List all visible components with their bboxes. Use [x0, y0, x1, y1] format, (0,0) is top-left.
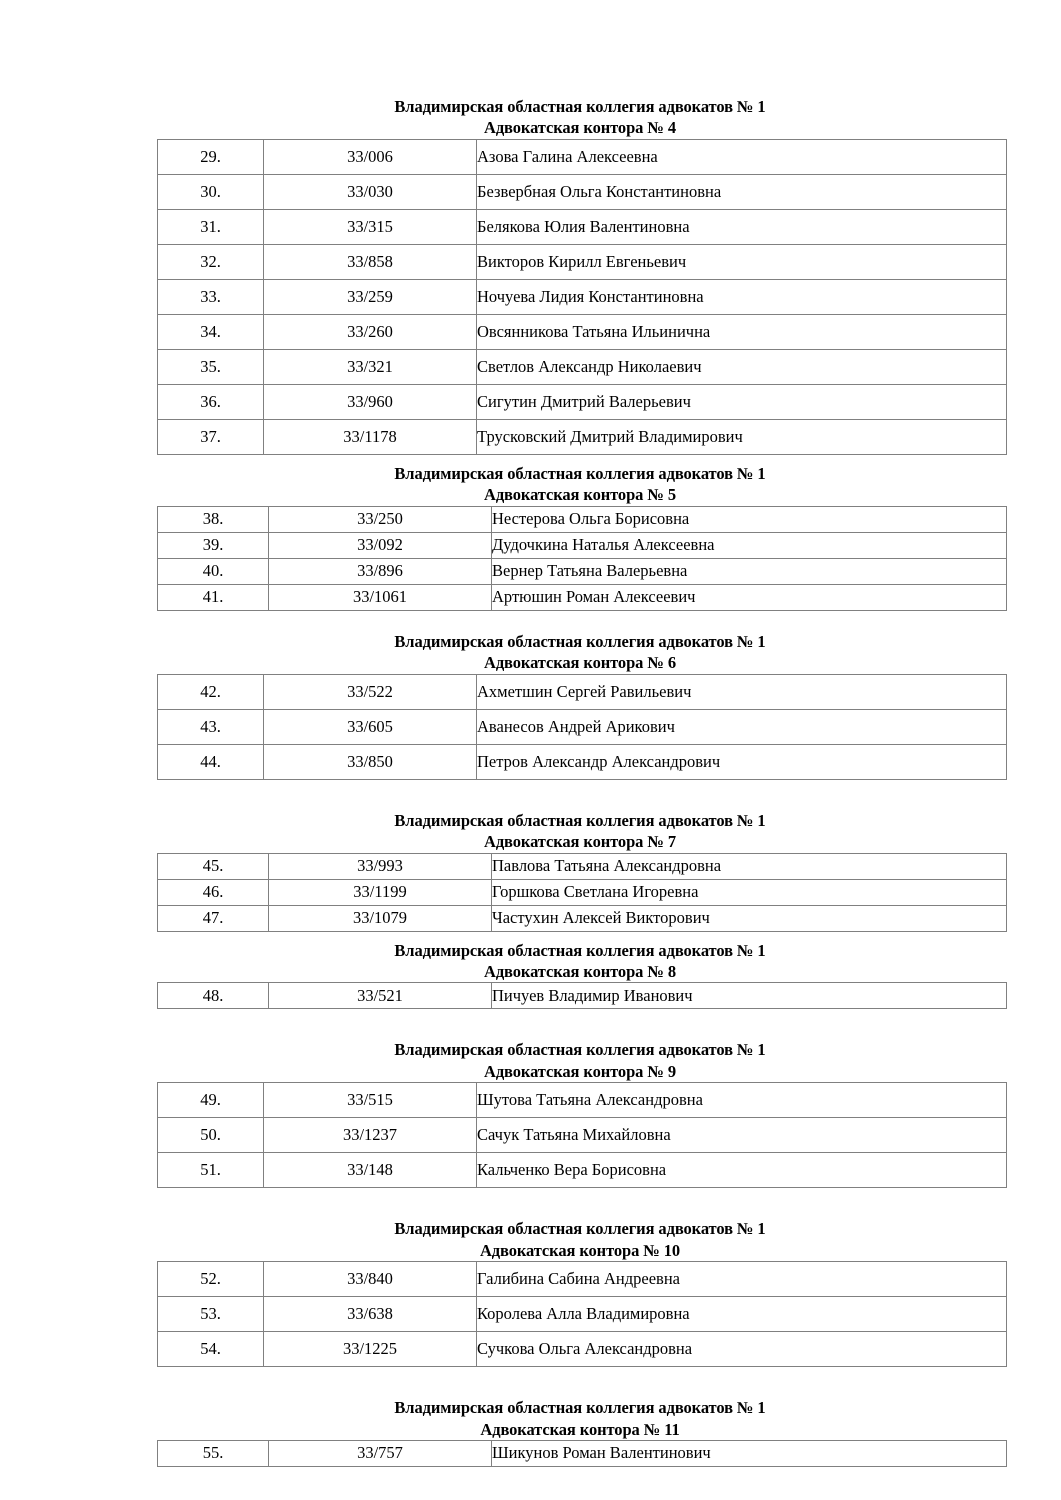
- section-heading: [157, 96, 1003, 139]
- collegium-title: Владимирская областная коллегия адвокатов № 1: [394, 940, 766, 960]
- office-title: Адвокатская контора № 11: [480, 1419, 680, 1439]
- advocates-table: [157, 139, 1007, 455]
- office-title: Адвокатская контора № 10: [479, 1240, 681, 1260]
- advocate-name: Ночуева Лидия Константиновна: [477, 279, 1007, 314]
- registry-number: 33/960: [264, 384, 477, 419]
- advocate-name: Кальченко Вера Борисовна: [477, 1153, 1007, 1188]
- section-heading: [157, 463, 1003, 506]
- row-number: 34.: [158, 314, 264, 349]
- section-heading: [157, 1039, 1003, 1082]
- row-number: 41.: [158, 584, 269, 610]
- table-row: [158, 1118, 1007, 1153]
- advocates-table: [157, 1440, 1007, 1467]
- row-number: 54.: [158, 1332, 264, 1367]
- registry-number: 33/006: [264, 139, 477, 174]
- table-row: [158, 1441, 1007, 1467]
- registry-section: [157, 1397, 1003, 1467]
- registry-number: 33/250: [269, 506, 492, 532]
- table-row: [158, 314, 1007, 349]
- registry-number: 33/315: [264, 209, 477, 244]
- table-row: [158, 853, 1007, 879]
- table-row: [158, 1083, 1007, 1118]
- advocate-name: Шикунов Роман Валентинович: [492, 1441, 1007, 1467]
- collegium-title: Владимирская областная коллегия адвокатов № 1: [394, 1219, 766, 1239]
- registry-number: 33/259: [264, 279, 477, 314]
- registry-section: [157, 940, 1003, 1010]
- row-number: 29.: [158, 139, 264, 174]
- advocates-table: [157, 1082, 1007, 1188]
- registry-section: [157, 1218, 1003, 1367]
- advocate-name: Вернер Татьяна Валерьевна: [492, 558, 1007, 584]
- row-number: 45.: [158, 853, 269, 879]
- registry-number: 33/1237: [264, 1118, 477, 1153]
- registry-section: [157, 810, 1003, 932]
- row-number: 33.: [158, 279, 264, 314]
- registry-number: 33/605: [264, 709, 477, 744]
- advocate-name: Аванесов Андрей Арикович: [477, 709, 1007, 744]
- table-row: [158, 558, 1007, 584]
- advocate-name: Светлов Александр Николаевич: [477, 349, 1007, 384]
- row-number: 30.: [158, 174, 264, 209]
- section-heading: [157, 631, 1003, 674]
- section-heading: [157, 1397, 1003, 1440]
- table-row: [158, 139, 1007, 174]
- collegium-title: Владимирская областная коллегия адвокатов № 1: [394, 97, 766, 116]
- advocate-name: Безвербная Ольга Константиновна: [477, 174, 1007, 209]
- registry-number: 33/840: [264, 1262, 477, 1297]
- table-row: [158, 244, 1007, 279]
- registry-number: 33/321: [264, 349, 477, 384]
- advocate-name: Петров Александр Александрович: [477, 744, 1007, 779]
- section-heading: [157, 1218, 1003, 1261]
- section-spacer: [157, 932, 1003, 940]
- registry-number: 33/1061: [269, 584, 492, 610]
- row-number: 51.: [158, 1153, 264, 1188]
- registry-number: 33/1225: [264, 1332, 477, 1367]
- section-spacer: [157, 611, 1003, 631]
- table-row: [158, 1262, 1007, 1297]
- table-row: [158, 419, 1007, 454]
- table-row: [158, 1332, 1007, 1367]
- table-row: [158, 709, 1007, 744]
- row-number: 50.: [158, 1118, 264, 1153]
- registry-number: 33/260: [264, 314, 477, 349]
- registry-number: 33/1178: [264, 419, 477, 454]
- table-row: [158, 349, 1007, 384]
- advocate-name: Горшкова Светлана Игоревна: [492, 879, 1007, 905]
- advocate-name: Шутова Татьяна Александровна: [477, 1083, 1007, 1118]
- registry-number: 33/148: [264, 1153, 477, 1188]
- advocates-table: [157, 506, 1007, 611]
- advocates-table: [157, 674, 1007, 780]
- section-spacer: [157, 455, 1003, 463]
- row-number: 42.: [158, 674, 264, 709]
- table-row: [158, 384, 1007, 419]
- row-number: 44.: [158, 744, 264, 779]
- registry-number: 33/993: [269, 853, 492, 879]
- section-spacer: [157, 1367, 1003, 1397]
- row-number: 35.: [158, 349, 264, 384]
- registry-number: 33/757: [269, 1441, 492, 1467]
- registry-number: 33/522: [264, 674, 477, 709]
- registry-number: 33/521: [269, 983, 492, 1009]
- section-heading: [157, 940, 1003, 983]
- table-row: [158, 174, 1007, 209]
- office-title: Адвокатская контора № 5: [484, 485, 676, 505]
- collegium-title: Владимирская областная коллегия адвокатов № 1: [394, 810, 766, 830]
- collegium-title: Владимирская областная коллегия адвокатов № 1: [394, 1398, 766, 1418]
- advocate-name: Азова Галина Алексеевна: [477, 139, 1007, 174]
- advocates-table: [157, 1261, 1007, 1367]
- table-row: [158, 983, 1007, 1009]
- registry-number: 33/092: [269, 532, 492, 558]
- office-title: Адвокатская контора № 4: [484, 118, 676, 138]
- registry-number: 33/1079: [269, 905, 492, 931]
- advocate-name: Нестерова Ольга Борисовна: [492, 506, 1007, 532]
- collegium-title: Владимирская областная коллегия адвокатов № 1: [394, 1040, 766, 1060]
- advocate-name: Королева Алла Владимировна: [477, 1297, 1007, 1332]
- advocate-name: Галибина Сабина Андреевна: [477, 1262, 1007, 1297]
- table-row: [158, 532, 1007, 558]
- table-row: [158, 1153, 1007, 1188]
- table-row: [158, 744, 1007, 779]
- advocate-name: Ахметшин Сергей Равильевич: [477, 674, 1007, 709]
- row-number: 43.: [158, 709, 264, 744]
- collegium-title: Владимирская областная коллегия адвокатов № 1: [394, 631, 766, 651]
- advocate-name: Сачук Татьяна Михайловна: [477, 1118, 1007, 1153]
- advocate-name: Частухин Алексей Викторович: [492, 905, 1007, 931]
- advocate-name: Сучкова Ольга Александровна: [477, 1332, 1007, 1367]
- section-spacer: [157, 1009, 1003, 1039]
- registry-section: [157, 1039, 1003, 1188]
- registry-section: [157, 631, 1003, 780]
- registry-number: 33/515: [264, 1083, 477, 1118]
- registry-number: 33/850: [264, 744, 477, 779]
- row-number: 49.: [158, 1083, 264, 1118]
- table-row: [158, 279, 1007, 314]
- advocate-name: Викторов Кирилл Евгеньевич: [477, 244, 1007, 279]
- row-number: 52.: [158, 1262, 264, 1297]
- advocate-name: Трусковский Дмитрий Владимирович: [477, 419, 1007, 454]
- registry-number: 33/1199: [269, 879, 492, 905]
- office-title: Адвокатская контора № 9: [484, 1061, 676, 1081]
- row-number: 38.: [158, 506, 269, 532]
- table-row: [158, 209, 1007, 244]
- section-spacer: [157, 1188, 1003, 1218]
- collegium-title: Владимирская областная коллегия адвокатов № 1: [394, 463, 766, 483]
- table-row: [158, 506, 1007, 532]
- registry-section: [157, 96, 1003, 455]
- row-number: 47.: [158, 905, 269, 931]
- row-number: 39.: [158, 532, 269, 558]
- advocate-name: Пичуев Владимир Иванович: [492, 983, 1007, 1009]
- table-row: [158, 879, 1007, 905]
- office-title: Адвокатская контора № 7: [484, 832, 676, 852]
- row-number: 40.: [158, 558, 269, 584]
- row-number: 55.: [158, 1441, 269, 1467]
- row-number: 37.: [158, 419, 264, 454]
- advocate-name: Дудочкина Наталья Алексеевна: [492, 532, 1007, 558]
- table-row: [158, 905, 1007, 931]
- section-spacer: [157, 780, 1003, 810]
- row-number: 31.: [158, 209, 264, 244]
- advocate-name: Овсянникова Татьяна Ильинична: [477, 314, 1007, 349]
- registry-number: 33/896: [269, 558, 492, 584]
- advocate-name: Белякова Юлия Валентиновна: [477, 209, 1007, 244]
- row-number: 46.: [158, 879, 269, 905]
- office-title: Адвокатская контора № 6: [484, 653, 676, 673]
- row-number: 48.: [158, 983, 269, 1009]
- advocate-name: Артюшин Роман Алексеевич: [492, 584, 1007, 610]
- row-number: 36.: [158, 384, 264, 419]
- table-row: [158, 674, 1007, 709]
- office-title: Адвокатская контора № 8: [484, 961, 676, 981]
- row-number: 53.: [158, 1297, 264, 1332]
- row-number: 32.: [158, 244, 264, 279]
- registry-number: 33/030: [264, 174, 477, 209]
- advocate-name: Сигутин Дмитрий Валерьевич: [477, 384, 1007, 419]
- sections-container: [157, 96, 1003, 1467]
- registry-number: 33/858: [264, 244, 477, 279]
- table-row: [158, 1297, 1007, 1332]
- registry-section: [157, 463, 1003, 611]
- table-row: [158, 584, 1007, 610]
- registry-number: 33/638: [264, 1297, 477, 1332]
- advocates-table: [157, 982, 1007, 1009]
- section-heading: [157, 810, 1003, 853]
- advocates-table: [157, 853, 1007, 932]
- advocate-name: Павлова Татьяна Александровна: [492, 853, 1007, 879]
